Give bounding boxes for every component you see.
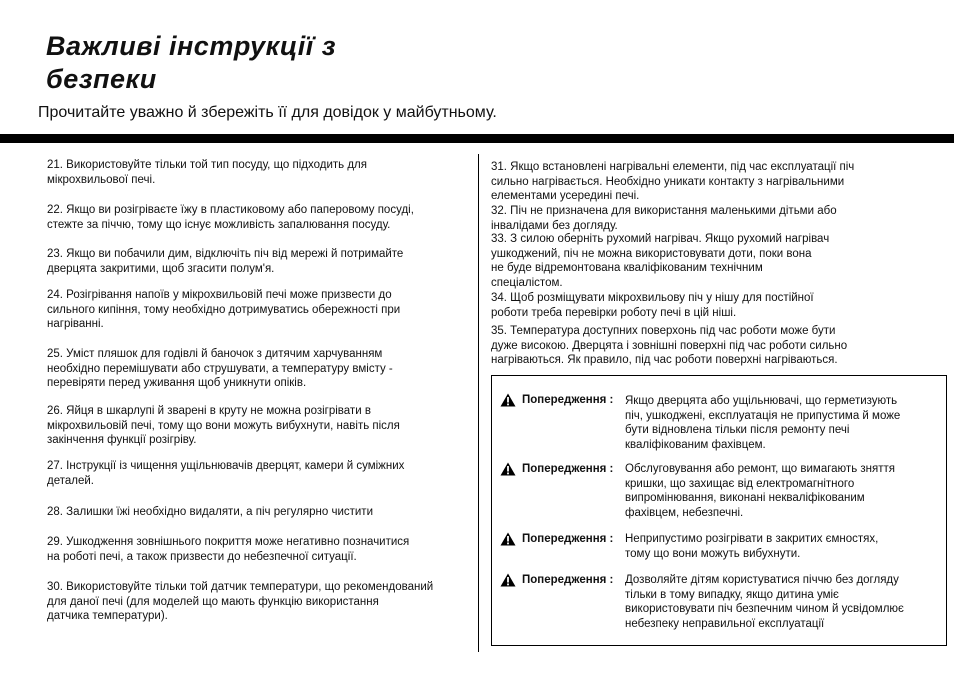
safety-item-29: 29. Ушкодження зовнішнього покриття може негативно позначитися на роботі печі, а також призвести до небезпечної ситуації. (47, 536, 410, 563)
safety-item-24: 24. Розігрівання напоїв у мікрохвильовій печі може призвести до сильного кипіння, тому необхідно дотримуватись обережності при нагріванні. (47, 289, 401, 331)
safety-item-35: 35. Температура доступних поверхонь під час роботи може бути дуже високою. Дверцята і зовнішні поверхні під час роботи сильно нагріваються. Як правило, під час роботи поверхні нагріваються. (491, 325, 848, 367)
safety-item-25: 25. Уміст пляшок для годівлі й баночок з дитячим харчуванням необхідно перемішувати або струшувати, а температуру вмісту - перевіряти перед уживання щоб уникнути опіків. (47, 348, 393, 390)
warning-box (491, 375, 947, 646)
warning-icon (500, 532, 516, 546)
warning-text: Якщо дверцята або ущільнювачі, що герметизують піч, ушкоджені, експлуатація не припустима й може бути відновлена тільки після ремонту печі кваліфікованим фахівцем. (625, 395, 901, 451)
warning-3 (500, 532, 945, 566)
warning-4 (500, 573, 945, 637)
safety-item-31: 31. Якщо встановлені нагрівальні елементи, під час експлуатації піч сильно нагрівається. Необхідно уникати контакту з нагрівальними елементами усередині печі. (491, 161, 855, 203)
warning-label: Попередження : (522, 394, 614, 406)
warning-label: Попередження : (522, 533, 614, 545)
safety-item-22: 22. Якщо ви розігріваєте їжу в пластиковому або паперовому посуді, стежте за піччю, тому що існує можливість запалювання посуду. (47, 204, 414, 231)
warning-text: Неприпустимо розігрівати в закритих ємностях, тому що вони можуть вибухнути. (625, 533, 879, 560)
safety-item-28: 28. Залишки їжі необхідно видаляти, а піч регулярно чистити (47, 506, 373, 518)
safety-item-26: 26. Яйця в шкарлупі й зварені в круту не можна розігрівати в мікрохвильовій печі, тому що вони можуть вибухнути, навіть після закінчення функції розігріву. (47, 405, 400, 447)
page-title: Важливі інструкції з безпеки (46, 31, 337, 94)
safety-item-34: 34. Щоб розміщувати мікрохвильову піч у нішу для постійної роботи треба перевірки роботу печі в цій ніші. (491, 292, 814, 319)
warning-icon (500, 573, 516, 587)
warning-label: Попередження : (522, 463, 614, 475)
warning-icon (500, 462, 516, 476)
warning-text: Обслуговування або ремонт, що вимагають зняття кришки, що захищає від електромагнітного випромінювання, виконані некваліфікованим фахівцем, небезпечні. (625, 463, 895, 519)
warning-1 (500, 393, 945, 457)
warning-text: Дозволяйте дітям користуватися піччю без догляду тільки в тому випадку, якщо дитина уміє використовувати піч безпечним чином й усвідомлює небезпеку неправильної експлуатації (625, 574, 904, 630)
header-rule (0, 134, 954, 143)
warning-label: Попередження : (522, 574, 614, 586)
safety-item-30: 30. Використовуйте тільки той датчик температури, що рекомендований для даної печі (для моделей що мають функцію використання датчика температури). (47, 581, 434, 623)
column-divider (478, 154, 479, 652)
safety-item-27: 27. Інструкції із чищення ущільнювачів дверцят, камери й суміжних деталей. (47, 460, 405, 487)
safety-item-23: 23. Якщо ви побачили дим, відключіть піч від мережі й потримайте дверцята закритими, щоб згасити полум'я. (47, 248, 404, 275)
page-subtitle: Прочитайте уважно й збережіть її для довідок у майбутньому. (38, 104, 497, 121)
safety-item-21: 21. Використовуйте тільки той тип посуду, що підходить для мікрохвильової печі. (47, 159, 367, 186)
warning-icon (500, 393, 516, 407)
safety-item-32: 32. Піч не призначена для використання маленькими дітьми або інвалідами без догляду. (491, 205, 837, 232)
warning-2 (500, 462, 945, 526)
safety-item-33: 33. З силою оберніть рухомий нагрівач. Якщо рухомий нагрівач ушкоджений, піч не можна використовувати доти, поки вона не буде відремонтована кваліфікованим технічним спеціалістом. (491, 233, 830, 289)
